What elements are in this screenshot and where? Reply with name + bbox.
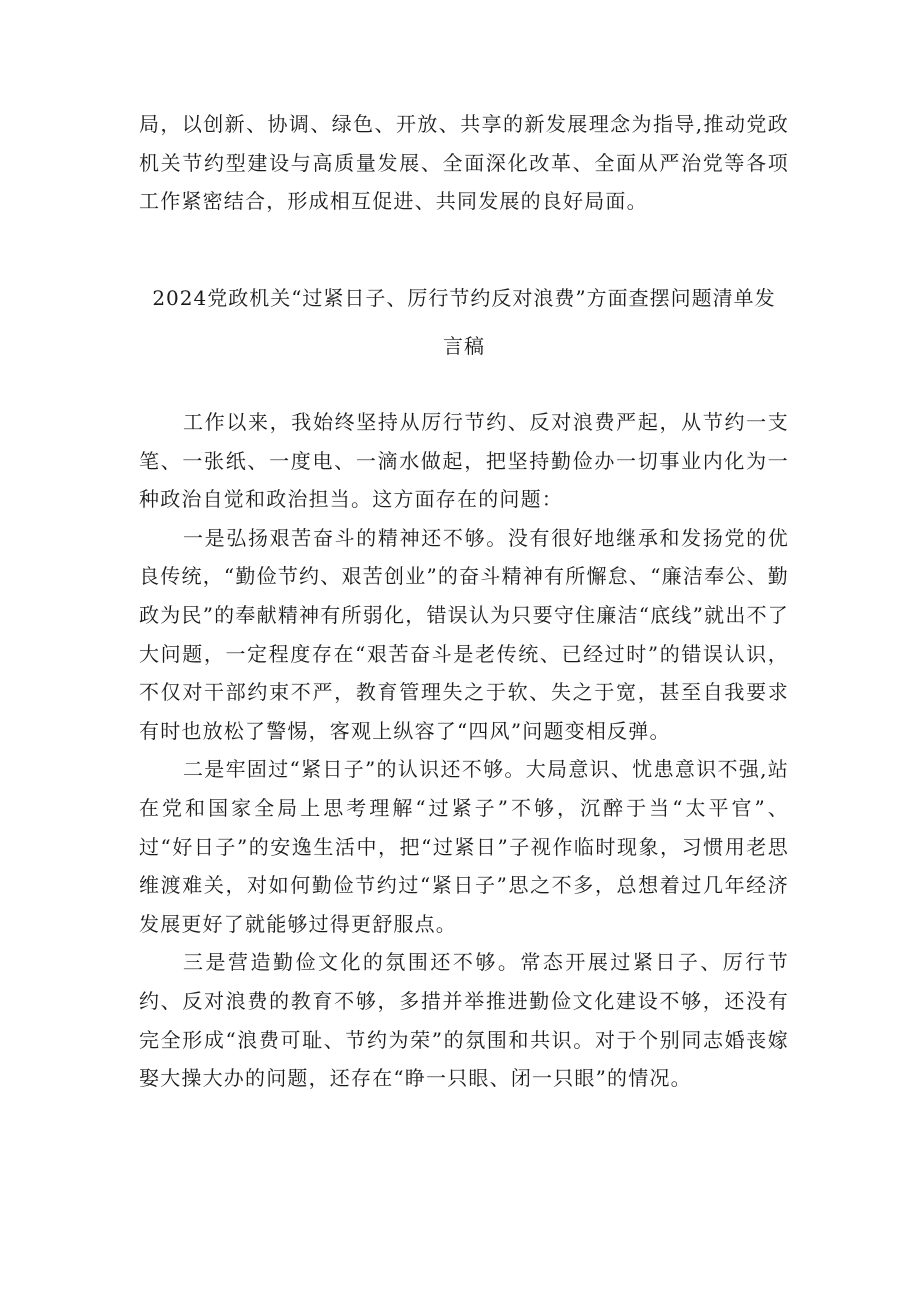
body-section (139, 403, 789, 1098)
intro-paragraph: 工作以来，我始终坚持从厉行节约、反对浪费严起，从节约一支笔、一张纸、一度电、一滴水做起，把坚持勤俭办一切事业内化为一种政治自觉和政治担当。这方面存在的问题： (139, 410, 789, 512)
document-title (139, 274, 789, 370)
title-line-1: 2024党政机关“过紧日子、厉行节约反对浪费”方面查摆问题清单发 (152, 286, 776, 310)
issue-paragraph-3: 三是营造勤俭文化的氛围还不够。常态开展过紧日子、厉行节约、反对浪费的教育不够，多措并举推进勤俭文化建设不够，还没有完全形成“浪费可耻、节约为荣”的氛围和共识。对于个别同志婚丧嫁娶大操大办的问题，还存在“睁一只眼、闭一只眼”的情况。 (139, 950, 789, 1091)
title-line-2: 言稿 (443, 334, 485, 358)
lead-paragraph: 局，以创新、协调、绿色、开放、共享的新发展理念为指导,推动党政机关节约型建设与高质量发展、全面深化改革、全面从严治党等各项工作紧密结合，形成相互促进、共同发展的良好局面。 (139, 112, 789, 214)
issue-paragraph-2: 二是牢固过“紧日子”的认识还不够。大局意识、忧患意识不强,站在党和国家全局上思考理解“过紧子”不够，沉醉于当“太平官”、过“好日子”的安逸生活中，把“过紧日”子视作临时现象，习惯用老思维渡难关，对如何勤俭节约过“紧日子”思之不多，总想着过几年经济发展更好了就能够过得更舒服点。 (139, 757, 789, 936)
issue-paragraph-1: 一是弘扬艰苦奋斗的精神还不够。没有很好地继承和发扬党的优良传统，“勤俭节约、艰苦创业”的奋斗精神有所懈怠、“廉洁奉公、勤政为民”的奉献精神有所弱化，错误认为只要守住廉洁“底线”就出不了大问题，一定程度存在“艰苦奋斗是老传统、已经过时”的错误认识，不仅对干部约束不严，教育管理失之于软、失之于宽，甚至自我要求有时也放松了警惕，客观上纵容了“四风”问题变相反弹。 (139, 525, 789, 743)
